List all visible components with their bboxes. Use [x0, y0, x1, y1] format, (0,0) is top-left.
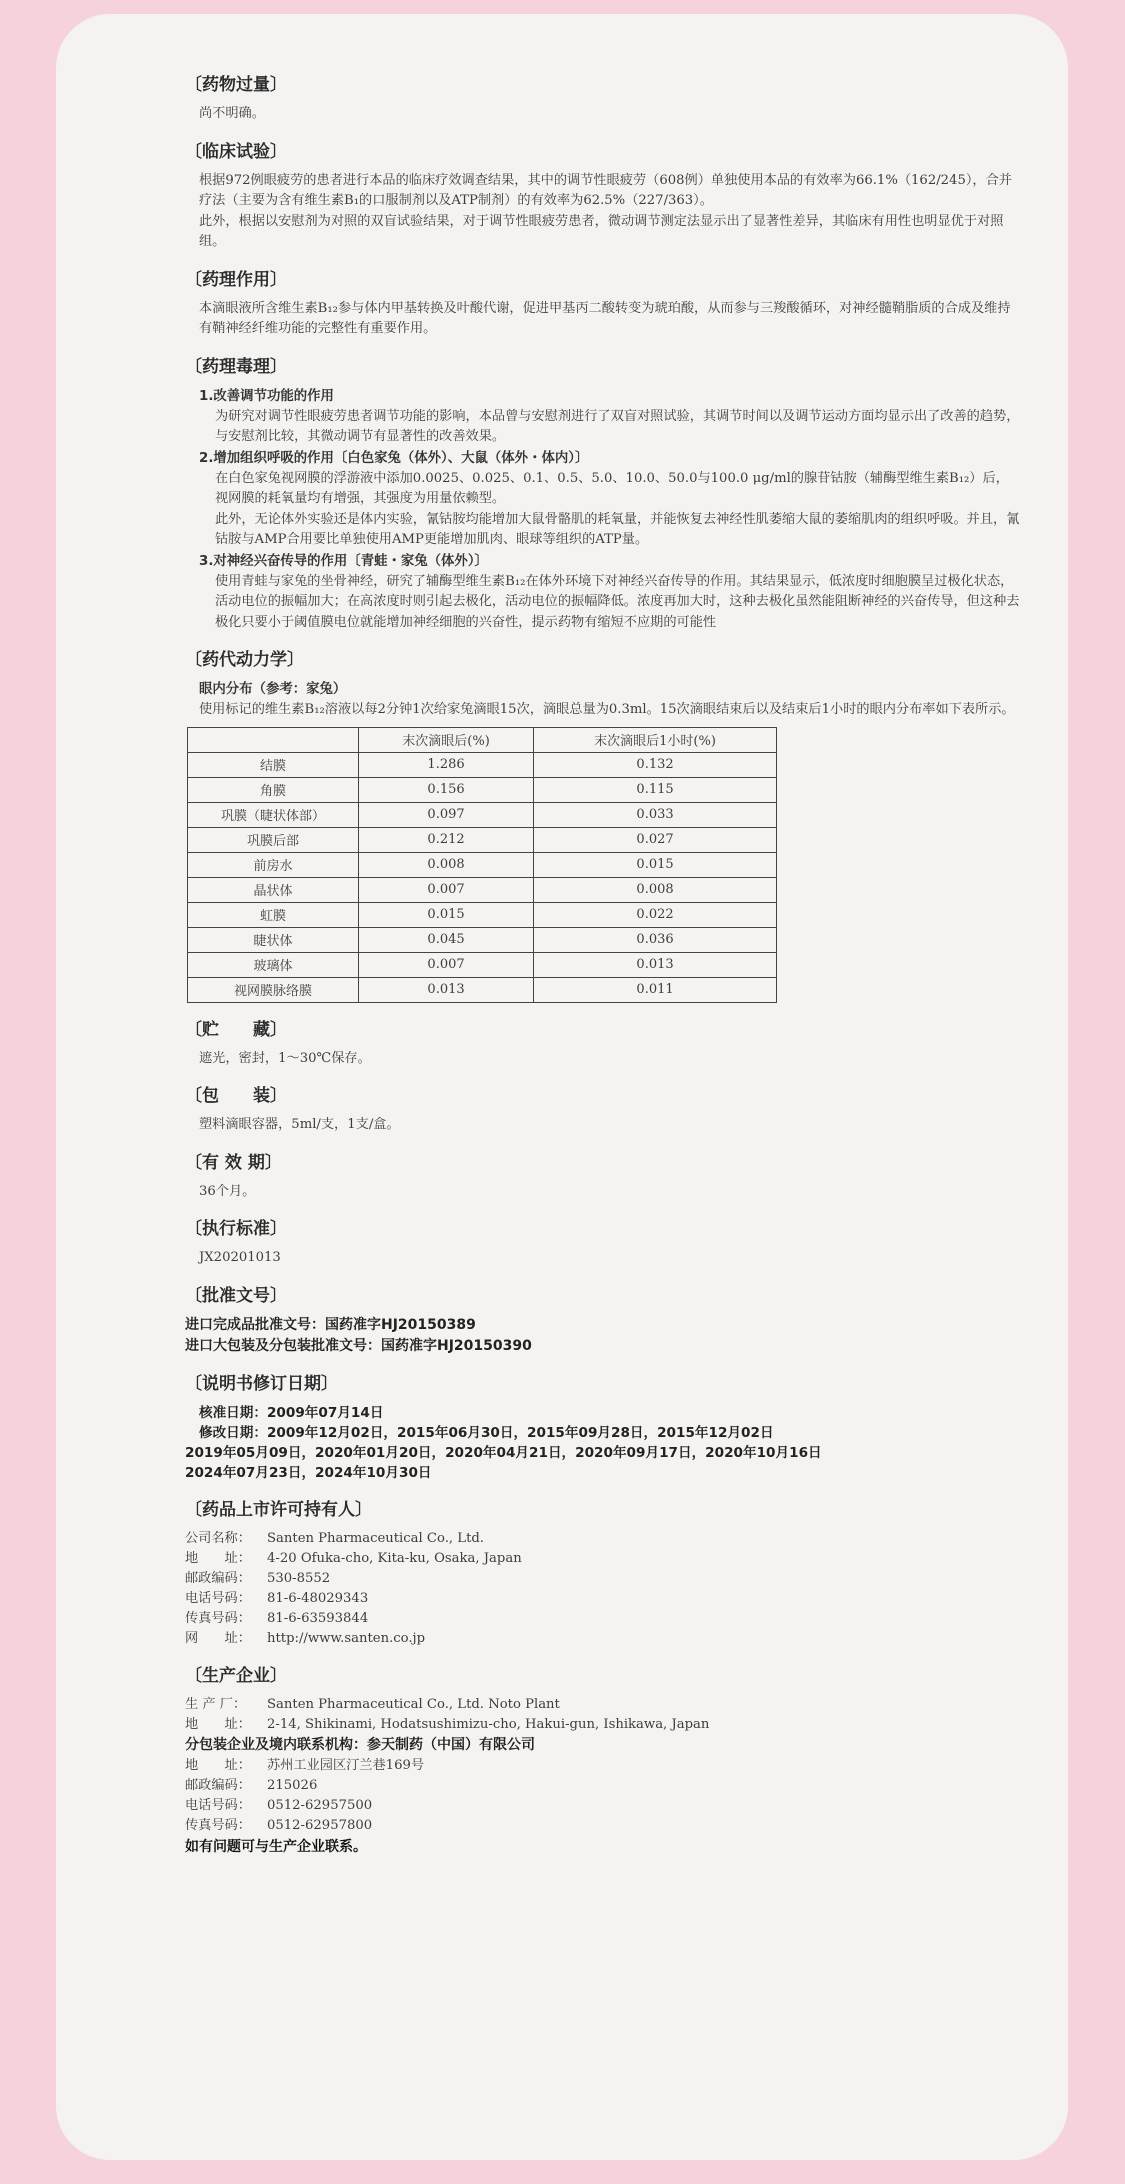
leaflet-content [185, 72, 1020, 1872]
info-value: 81-6-63593844 [267, 1610, 369, 1626]
info-label: 地 址： [185, 1550, 251, 1566]
table-row [188, 902, 777, 927]
info-value: Santen Pharmaceutical Co., Ltd. Noto Plant [267, 1696, 560, 1712]
value-cell: 0.156 [359, 777, 534, 802]
contact-note: 如有问题可与生产企业联系。 [185, 1838, 367, 1855]
section-revision [185, 1371, 1020, 1483]
info-line [185, 1756, 1020, 1776]
info-label: 电话号码： [185, 1797, 251, 1813]
value-cell: 0.036 [534, 927, 777, 952]
subheading: 眼内分布（参考：家兔） [199, 682, 347, 697]
section-package [185, 1083, 1020, 1136]
table-row [188, 802, 777, 827]
info-value: 苏州工业园区汀兰巷169号 [267, 1757, 425, 1773]
revision-line: 核准日期：2009年07月14日 [199, 1404, 384, 1421]
value-cell: 0.013 [534, 952, 777, 977]
value-cell: 0.033 [534, 802, 777, 827]
paragraph: 根据972例眼疲劳的患者进行本品的临床疗效调查结果，其中的调节性眼疲劳（608例）单独使用本品的有效率为66.1%（162/245），合并疗法（主要为含有维生素B₁的口服制剂以及ATP制剂）的有效率为62.5%（227/363）。 [199, 172, 1012, 208]
section-pharmacokinetics [185, 647, 1020, 1003]
approval-line: 进口完成品批准文号：国药准字HJ20150389 [185, 1316, 476, 1333]
section-text: 塑料滴眼容器，5ml/支，1支/盒。 [199, 1117, 400, 1132]
paragraph: 此外，无论体外实验还是体内实验，氰钴胺均能增加大鼠骨骼肌的耗氧量，并能恢复去神经性肌萎缩大鼠的萎缩肌肉的组织呼吸。并且，氰钴胺与AMP合用要比单独使用AMP更能增加肌肉、眼球等组织的ATP量。 [215, 511, 1020, 547]
value-cell: 0.015 [534, 852, 777, 877]
section-title: 〔药代动力学〕 [185, 650, 304, 670]
tissue-cell: 结膜 [188, 752, 359, 777]
section-title: 〔执行标准〕 [185, 1219, 287, 1239]
tissue-cell: 虹膜 [188, 902, 359, 927]
tissue-cell: 角膜 [188, 777, 359, 802]
section-title: 〔包 装〕 [185, 1086, 287, 1106]
section-text: 36个月。 [199, 1183, 256, 1199]
subheading: 2.增加组织呼吸的作用〔白色家兔（体外）、大鼠（体外・体内）〕 [199, 450, 589, 466]
info-line [185, 1776, 1020, 1796]
distribution-table [187, 727, 777, 1003]
table-row [188, 952, 777, 977]
section-title: 〔有 效 期〕 [185, 1152, 282, 1173]
info-label: 邮政编码： [185, 1777, 251, 1793]
section-title: 〔药物过量〕 [185, 75, 287, 95]
value-cell: 0.022 [534, 902, 777, 927]
tissue-cell: 睫状体 [188, 927, 359, 952]
column-header: 末次滴眼后1小时(%) [534, 727, 777, 752]
value-cell: 0.045 [359, 927, 534, 952]
info-label: 生 产 厂： [185, 1696, 247, 1712]
value-cell: 0.132 [534, 752, 777, 777]
info-line [185, 1609, 1020, 1629]
tissue-cell: 巩膜（睫状体部） [188, 802, 359, 827]
table-row [188, 777, 777, 802]
value-cell: 0.013 [359, 977, 534, 1002]
info-line [185, 1569, 1020, 1589]
document-card [56, 14, 1068, 2160]
tissue-cell: 玻璃体 [188, 952, 359, 977]
table-row [188, 852, 777, 877]
value-cell: 0.007 [359, 952, 534, 977]
paragraph: 在白色家兔视网膜的浮游液中添加0.0025、0.025、0.1、0.5、5.0、10.0、50.0与100.0 μg/ml的腺苷钴胺（辅酶型维生素B₁₂）后，视网膜的耗氧量均有增强，其强度为用量依赖型。 [215, 470, 1009, 506]
revision-line: 修改日期：2009年12月02日，2015年06月30日，2015年09月28日，2015年12月02日 [199, 1424, 774, 1441]
info-value: 0512-62957800 [267, 1817, 373, 1833]
section-holder [185, 1497, 1020, 1649]
subheading: 3.对神经兴奋传导的作用〔青蛙・家兔（体外）〕 [199, 553, 488, 569]
revision-line: 2019年05月09日，2020年01月20日，2020年04月21日，2020年09月17日，2020年10月16日 [185, 1444, 822, 1461]
paragraph: 为研究对调节性眼疲劳患者调节功能的影响，本品曾与安慰剂进行了双盲对照试验，其调节时间以及调节运动方面均显示出了改善的趋势，与安慰剂比较，其微动调节有显著性的改善效果。 [215, 408, 1020, 444]
paragraph: 使用标记的维生素B₁₂溶液以每2分钟1次给家兔滴眼15次，滴眼总量为0.3ml。15次滴眼结束后以及结束后1小时的眼内分布率如下表所示。 [199, 702, 1015, 717]
section-title: 〔药理毒理〕 [185, 356, 287, 377]
section-storage [185, 1017, 1020, 1070]
value-cell: 0.115 [534, 777, 777, 802]
section-title: 〔药理作用〕 [185, 269, 287, 290]
section-title: 〔药品上市许可持有人〕 [185, 1499, 372, 1520]
info-value: Santen Pharmaceutical Co., Ltd. [267, 1530, 485, 1546]
section-standard [185, 1216, 1020, 1269]
info-value: http://www.santen.co.jp [267, 1630, 426, 1646]
info-line [185, 1629, 1020, 1649]
column-header: 末次滴眼后(%) [359, 727, 534, 752]
tissue-cell: 视网膜脉络膜 [188, 977, 359, 1002]
value-cell: 0.011 [534, 977, 777, 1002]
section-toxicology [185, 354, 1020, 634]
column-header [188, 727, 359, 752]
paragraph: 使用青蛙与家兔的坐骨神经，研究了辅酶型维生素B₁₂在体外环境下对神经兴奋传导的作用。其结果显示，低浓度时细胞膜呈过极化状态，活动电位的振幅加大；在高浓度时则引起去极化，活动电位的振幅降低。浓度再加大时，这种去极化虽然能阻断神经的兴奋传导，但这种去极化只要小于阈值膜电位就能增加神经细胞的兴奋性，提示药物有缩短不应期的可能性 [215, 573, 1020, 630]
section-clinical [185, 139, 1020, 253]
paragraph: 此外，根据以安慰剂为对照的双盲试验结果，对于调节性眼疲劳患者，微动调节测定法显示出了显著性差异，其临床有用性也明显优于对照组。 [199, 213, 1004, 249]
section-text: 尚不明确。 [199, 106, 265, 121]
value-cell: 1.286 [359, 752, 534, 777]
info-label: 公司名称： [185, 1530, 251, 1546]
table-row [188, 752, 777, 777]
section-title: 〔临床试验〕 [185, 141, 287, 162]
section-validity [185, 1150, 1020, 1203]
table-row [188, 977, 777, 1002]
info-line [185, 1695, 1020, 1715]
info-value: 2-14, Shikinami, Hodatsushimizu-cho, Hakui-gun, Ishikawa, Japan [267, 1716, 710, 1732]
info-value: 530-8552 [267, 1570, 331, 1586]
section-title: 〔说明书修订日期〕 [185, 1373, 338, 1394]
subheading: 1.改善调节功能的作用 [199, 388, 334, 404]
tissue-cell: 巩膜后部 [188, 827, 359, 852]
info-label: 传真号码： [185, 1610, 251, 1626]
value-cell: 0.008 [359, 852, 534, 877]
table-header-row [188, 727, 777, 752]
info-line [185, 1715, 1020, 1735]
table-row [188, 927, 777, 952]
packaging-company: 分包装企业及境内联系机构：参天制药（中国）有限公司 [185, 1736, 535, 1753]
section-overdose [185, 72, 1020, 125]
info-label: 邮政编码： [185, 1570, 251, 1586]
value-cell: 0.015 [359, 902, 534, 927]
section-text: 遮光，密封，1～30℃保存。 [199, 1050, 371, 1066]
value-cell: 0.007 [359, 877, 534, 902]
section-title: 〔生产企业〕 [185, 1665, 287, 1686]
section-text: JX20201013 [199, 1250, 281, 1265]
info-value: 4-20 Ofuka-cho, Kita-ku, Osaka, Japan [267, 1550, 522, 1566]
section-approval [185, 1283, 1020, 1357]
info-value: 81-6-48029343 [267, 1590, 369, 1606]
info-label: 传真号码： [185, 1817, 251, 1833]
info-line [185, 1549, 1020, 1569]
paragraph: 本滴眼液所含维生素B₁₂参与体内甲基转换及叶酸代谢，促进甲基丙二酸转变为琥珀酸，从而参与三羧酸循环，对神经髓鞘脂质的合成及维持有鞘神经纤维功能的完整性有重要作用。 [199, 300, 1011, 336]
value-cell: 0.027 [534, 827, 777, 852]
info-line [185, 1529, 1020, 1549]
info-value: 0512-62957500 [267, 1797, 373, 1813]
section-title: 〔批准文号〕 [185, 1285, 287, 1306]
info-label: 地 址： [185, 1716, 251, 1732]
section-manufacturer [185, 1663, 1020, 1858]
section-pharmacology [185, 267, 1020, 340]
info-label: 电话号码： [185, 1590, 251, 1606]
revision-line: 2024年07月23日，2024年10月30日 [185, 1464, 432, 1481]
section-title: 〔贮 藏〕 [185, 1019, 287, 1040]
approval-line: 进口大包装及分包装批准文号：国药准字HJ20150390 [185, 1337, 532, 1354]
tissue-cell: 晶状体 [188, 877, 359, 902]
info-label: 地 址： [185, 1757, 251, 1773]
table-row [188, 877, 777, 902]
table-row [188, 827, 777, 852]
info-value: 215026 [267, 1777, 318, 1793]
value-cell: 0.097 [359, 802, 534, 827]
info-line [185, 1589, 1020, 1609]
value-cell: 0.212 [359, 827, 534, 852]
info-label: 网 址： [185, 1630, 251, 1646]
info-line [185, 1796, 1020, 1816]
tissue-cell: 前房水 [188, 852, 359, 877]
value-cell: 0.008 [534, 877, 777, 902]
info-line [185, 1816, 1020, 1836]
